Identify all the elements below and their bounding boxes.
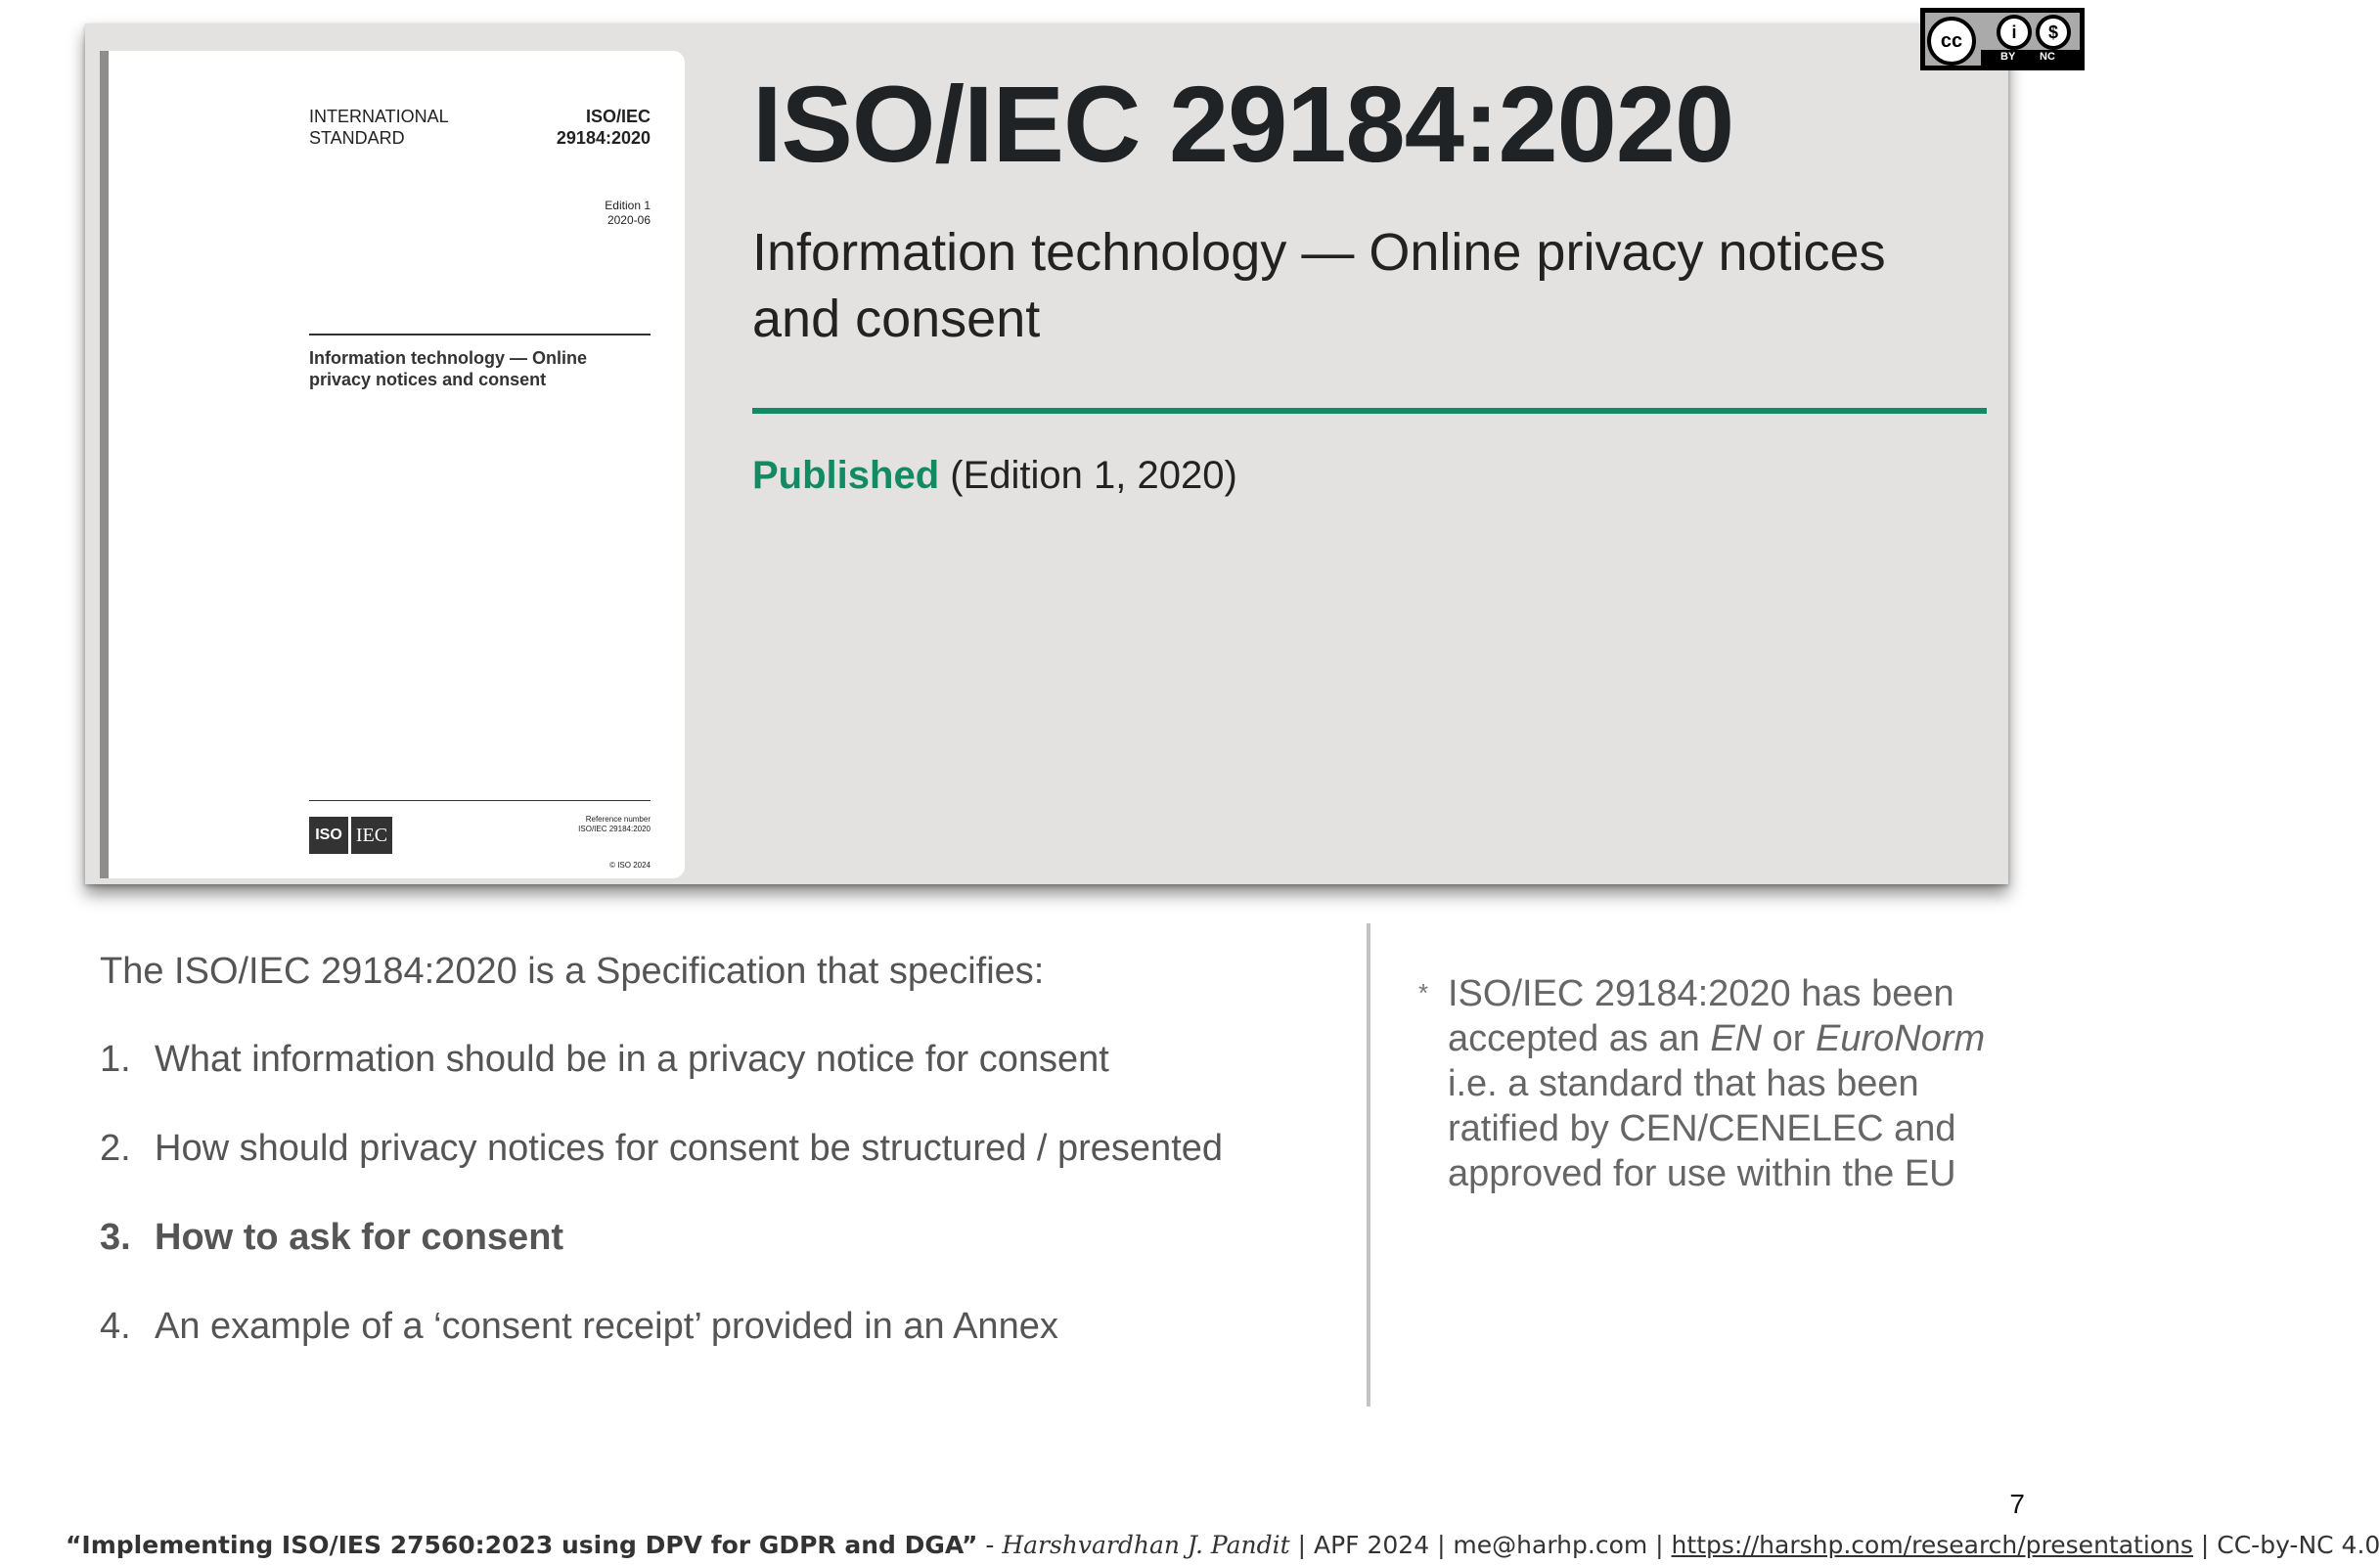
by-label: BY: [2000, 51, 2016, 63]
column-divider: [1367, 923, 1370, 1407]
cover-title-line1: Information technology — Online: [309, 348, 588, 368]
cover-ref-number: ISO/IEC 29184:2020: [578, 825, 651, 833]
status-published: Published: [752, 454, 940, 497]
note-text-2: or: [1762, 1018, 1817, 1059]
cc-icon: cc: [1927, 17, 1976, 66]
cover-label-line2: STANDARD: [309, 128, 405, 148]
footer-author: Harshvardhan J. Pandit: [1002, 1531, 1290, 1559]
list-item-text: What information should be in a privacy notice for consent: [155, 1039, 1109, 1080]
list-item-number: 1.: [100, 1039, 131, 1080]
note-text-1: ISO/IEC 29184:2020 has been accepted as an: [1448, 973, 1954, 1059]
note-text-3: i.e. a standard that has been ratified by CEN/CENELEC and approved for use within the EU: [1448, 1063, 1956, 1194]
footer-link[interactable]: https://harshp.com/research/presentations: [1671, 1531, 2193, 1559]
footer-dash: -: [977, 1531, 1003, 1559]
cover-edition-text: Edition 1: [605, 199, 651, 212]
list-item-number: 4.: [100, 1306, 131, 1347]
publication-status: [752, 454, 1237, 498]
cover-title-line2: privacy notices and consent: [309, 370, 547, 389]
cover-label-line1: INTERNATIONAL: [309, 107, 449, 126]
side-note: [1448, 971, 1996, 1196]
status-detail: (Edition 1, 2020): [950, 454, 1237, 497]
cover-title: [309, 347, 603, 390]
cover-std-number: [504, 106, 651, 149]
iso-iec-logo: [309, 817, 392, 854]
cover-rule-top: [309, 334, 651, 335]
footer-license: | CC-by-NC 4.0: [2192, 1531, 2380, 1559]
cc-license-badge: [1920, 8, 2085, 70]
note-marker: *: [1418, 978, 1429, 1007]
cover-date: 2020-06: [606, 213, 651, 227]
iso-logo-icon: ISO: [309, 817, 348, 854]
iec-logo-icon: IEC: [351, 817, 392, 854]
cover-rule-bottom: [309, 800, 651, 801]
cover-ref-label: Reference number: [585, 815, 651, 824]
list-item-number: 2.: [100, 1128, 131, 1169]
standard-title: Information technology — Online privacy notices and consent: [752, 223, 1886, 348]
footer-info: | APF 2024 | me@harhp.com |: [1289, 1531, 1672, 1559]
list-item-text: How should privacy notices for consent be structured / presented: [155, 1128, 1224, 1169]
cover-std-line1: ISO/IEC: [585, 107, 651, 126]
cover-copyright: © ISO 2024: [609, 861, 651, 870]
list-item-text: An example of a ‘consent receipt’ provided in an Annex: [155, 1306, 1058, 1347]
cc-badge-strip: [1981, 50, 2080, 66]
list-item-number: 3.: [100, 1217, 131, 1258]
cover-edition: [504, 199, 651, 228]
standard-screenshot: [85, 23, 2008, 884]
standard-number-heading: ISO/IEC 29184:2020: [752, 65, 1734, 185]
cover-reference: [504, 815, 651, 834]
page-number: 7: [2009, 1489, 2025, 1519]
nc-label: NC: [2040, 51, 2055, 63]
footer-title: “Implementing ISO/IES 27560:2023 using DPV for GDPR and DGA”: [66, 1531, 978, 1559]
list-item-text: How to ask for consent: [155, 1217, 564, 1258]
note-em-en: EN: [1710, 1018, 1763, 1059]
cover-std-line2: 29184:2020: [556, 128, 651, 148]
by-icon: i: [1997, 15, 2032, 50]
cover-label: [309, 106, 524, 149]
standard-cover-page: [109, 51, 685, 878]
intro-text: The ISO/IEC 29184:2020 is a Specification that specifies:: [100, 951, 1045, 992]
slide-footer: [66, 1531, 2380, 1559]
accent-divider: [752, 408, 1987, 414]
note-em-euronorm: EuroNorm: [1816, 1018, 1986, 1059]
nc-icon: $: [2036, 15, 2071, 50]
